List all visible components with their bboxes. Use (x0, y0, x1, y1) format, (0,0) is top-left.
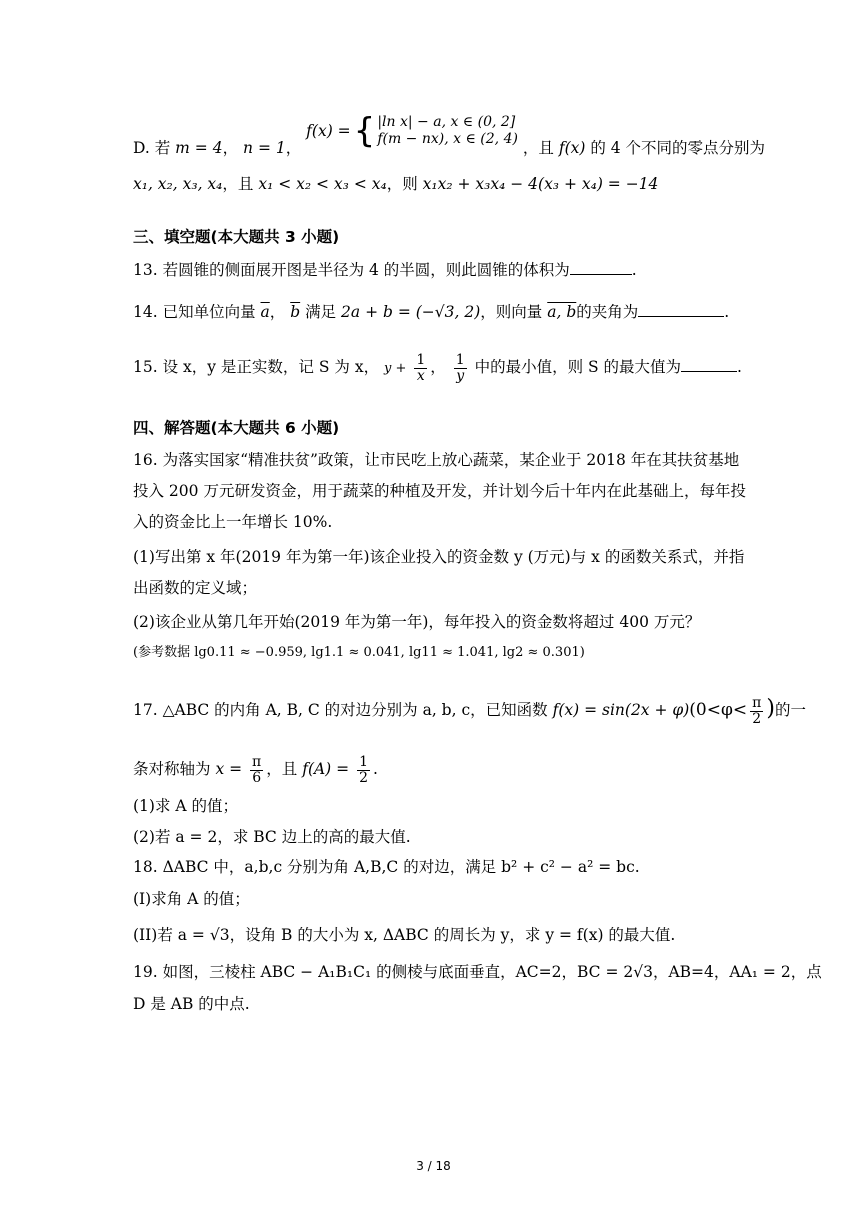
period: . (631, 261, 637, 279)
period: . (737, 358, 742, 376)
period: . (373, 760, 378, 778)
q17-text-tail: 的一 (774, 701, 806, 719)
fraction-pi-over-2 (750, 696, 763, 727)
fx: f(x) (558, 139, 586, 157)
text-and: ，且 (522, 139, 554, 157)
q18-sub-2: (II)若 a = √3，设角 B 的大小为 x, ΔABC 的周长为 y，求 y = f(x) 的最大值. (133, 926, 676, 944)
q17-sub-2: (2)若 a = 2，求 BC 边上的高的最大值. (133, 828, 411, 846)
vector-equation: 2a + b = (−√3, 2) (341, 303, 481, 321)
text-min: 中的最小值，则 S 的最大值为 (474, 358, 682, 376)
q16-line-3: 入的资金比上一年增长 10%. (133, 513, 333, 531)
question-13 (133, 258, 637, 280)
piecewise-function (306, 111, 518, 151)
sep: ， (285, 139, 302, 157)
denominator: 6 (252, 769, 262, 786)
q17-cond-close: ) (766, 696, 775, 721)
text-and: ，且 (222, 175, 254, 193)
vars: x₁, x₂, x₃, x₄ (133, 175, 223, 193)
q16-line-1: 16. 为落实国家“精准扶贫”政策，让市民吃上放心蔬菜，某企业于 2018 年在其扶贫基地 (133, 451, 740, 469)
question-14-text: 14. 已知单位向量 (133, 303, 256, 321)
func-lhs: f(x) = (306, 122, 351, 140)
answer-blank-15[interactable] (681, 355, 737, 372)
cond-n: n = 1 (243, 139, 286, 157)
text-zeros: 的 4 个不同的零点分别为 (590, 139, 766, 157)
fraction-one-half (357, 755, 370, 786)
text-then: ，则 (386, 175, 418, 193)
option-d-label: D. 若 (133, 139, 171, 157)
sep: ， (269, 303, 286, 321)
numerator: 1 (359, 753, 369, 770)
fraction-1-over-x (414, 353, 427, 384)
q16-line-7: (参考数据 lg0.11 ≈ −0.959, lg1.1 ≈ 0.041, lg11 ≈ 1.041, lg2 ≈ 0.301) (133, 645, 585, 660)
question-14 (133, 300, 729, 322)
x-equals: x = (215, 760, 243, 778)
answer-blank-13[interactable] (570, 258, 632, 275)
numerator: 1 (455, 351, 465, 368)
question-13-text: 13. 若圆锥的侧面展开图是半径为 4 的半圆，则此圆锥的体积为 (133, 261, 570, 279)
q17-function: f(x) = sin(2x + φ) (552, 701, 690, 719)
text-then-vector: ，则向量 (480, 303, 543, 321)
section-3-heading: 三、填空题(本大题共 3 小题) (133, 228, 340, 246)
numerator: π (752, 694, 762, 711)
cond-m: m = 4 (175, 139, 223, 157)
page-number: 3 / 18 (416, 1159, 451, 1173)
q17-cond-open: (0<φ< (689, 700, 748, 720)
q17-line-2 (133, 750, 378, 788)
order: x₁ < x₂ < x₃ < x₄ (258, 175, 387, 193)
denominator: y (456, 367, 465, 384)
cases (377, 114, 518, 148)
question-15-text: 15. 设 x，y 是正实数，记 S 为 x， (133, 358, 380, 376)
denominator: 2 (359, 769, 369, 786)
fraction-pi-over-6 (250, 755, 263, 786)
option-d-line (133, 111, 766, 169)
q16-line-2: 投入 200 万元研发资金，用于蔬菜的种植及开发，并计划今后十年内在此基础上，每年投 (133, 482, 746, 500)
numerator: π (252, 753, 262, 770)
q17-axis-text: 条对称轴为 (133, 760, 211, 778)
q16-line-6: (2)该企业从第几年开始(2019 年为第一年)，每年投入的资金数将超过 400 万元？ (133, 613, 701, 631)
sep: ， (430, 358, 446, 376)
text-angle: 的夹角为 (576, 303, 639, 321)
f-of-a: f(A) = (302, 760, 350, 778)
section-4-heading: 四、解答题(本大题共 6 小题) (133, 419, 340, 437)
question-15 (133, 350, 742, 386)
vector-b: $\overline{b}$ (290, 303, 301, 321)
brace: { (353, 111, 376, 151)
case-2: f(m − nx), x ∈ (2, 4) (377, 131, 518, 147)
expr-y-plus: y + (384, 361, 407, 376)
case-1: |ln x| − a, x ∈ (0, 2] (377, 114, 516, 130)
answer-blank-14[interactable] (638, 300, 724, 317)
q16-line-5: 出函数的定义域； (133, 579, 258, 597)
q17-text: 17. △ABC 的内角 A, B, C 的对边分别为 a, b, c，已知函数 (133, 701, 548, 719)
q18-line-1: 18. ΔABC 中，a,b,c 分别为角 A,B,C 的对边，满足 b² + c² − a² = bc. (133, 858, 640, 876)
text-satisfy: 满足 (305, 303, 337, 321)
denominator: x (416, 367, 425, 384)
q19-line-2: D 是 AB 的中点. (133, 995, 250, 1013)
sep: ， (222, 139, 239, 157)
numerator: 1 (416, 351, 426, 368)
q19-line-1: 19. 如图，三棱柱 ABC − A₁B₁C₁ 的侧棱与底面垂直，AC=2，BC = 2√3，AB=4，AA₁ = 2，点 (133, 963, 822, 981)
q17-sub-1: (1)求 A 的值； (133, 797, 239, 815)
text-and: ，且 (266, 760, 298, 778)
vector-a: $\overline{a}$ (260, 303, 270, 321)
equation: x₁x₂ + x₃x₄ − 4(x₃ + x₄) = −14 (422, 175, 659, 193)
q18-sub-1: (I)求角 A 的值； (133, 890, 250, 908)
period: . (724, 303, 730, 321)
fraction-1-over-y (454, 353, 467, 384)
option-d-line-2 (133, 174, 658, 194)
denominator: 2 (752, 710, 762, 727)
vector-pair: a, b (547, 303, 577, 321)
q16-line-4: (1)写出第 x 年(2019 年为第一年)该企业投入的资金数 y (万元)与 x 的函数关系式，并指 (133, 548, 745, 566)
question-17 (133, 690, 806, 729)
